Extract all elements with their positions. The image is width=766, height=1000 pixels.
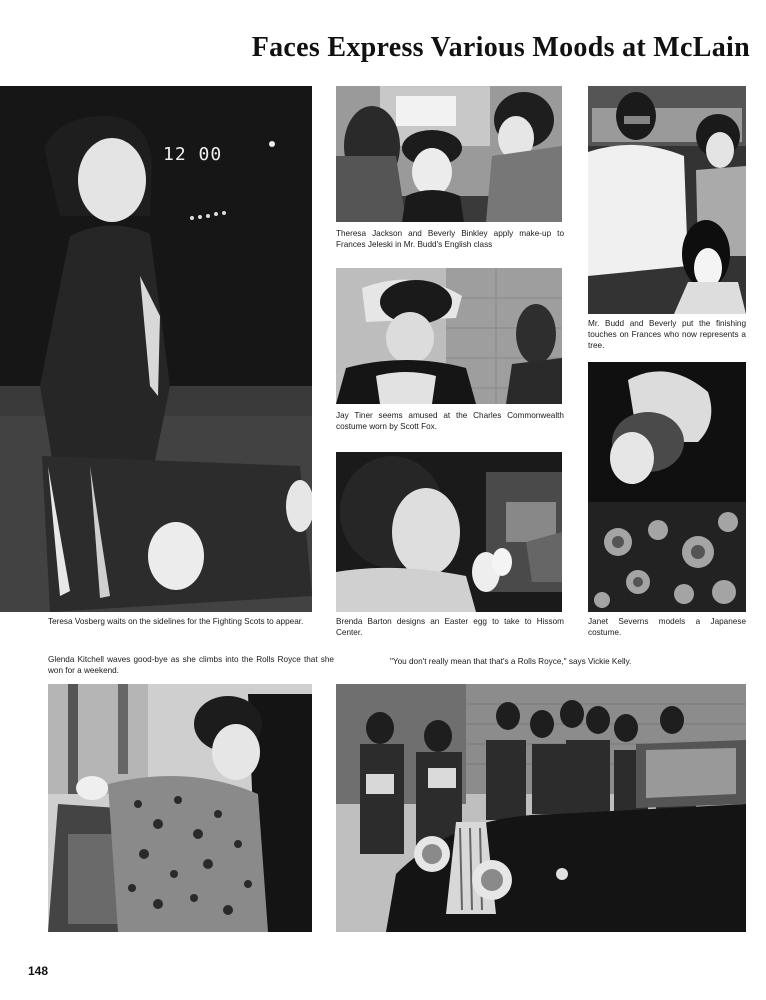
caption-easter: Brenda Barton designs an Easter egg to take to Hissom Center. (336, 617, 564, 637)
photo-easter (336, 452, 562, 612)
scoreboard-clock: 12 00 (163, 144, 223, 165)
photo-rolls-waving (48, 684, 312, 932)
caption-finishing: Mr. Budd and Beverly put the finishing touches on Frances who now represents a tree. (588, 319, 746, 350)
page-title: Faces Express Various Moods at McLain (251, 32, 750, 63)
photo-cheerleader (0, 86, 312, 612)
caption-rolls-crowd: "You don't really mean that that's a Rolls Royce," says Vickie Kelly. (390, 657, 632, 666)
photo-japanese (588, 362, 746, 612)
caption-makeup: Theresa Jackson and Beverly Binkley apply make-up to Frances Jeleski in Mr. Budd's English class (336, 229, 564, 249)
photo-finishing (588, 86, 746, 314)
photo-makeup (336, 86, 562, 222)
page-number: 148 (28, 964, 49, 978)
photo-costume (336, 268, 562, 404)
caption-cheerleader: Teresa Vosberg waits on the sidelines for the Fighting Scots to appear. (48, 617, 304, 626)
photo-rolls-crowd (336, 684, 746, 932)
caption-japanese: Janet Severns models a Japanese costume. (588, 617, 746, 637)
caption-costume: Jay Tiner seems amused at the Charles Commonwealth costume worn by Scott Fox. (336, 411, 564, 431)
caption-rolls-waving: Glenda Kitchell waves good-bye as she climbs into the Rolls Royce that she won for a weekend. (48, 655, 334, 675)
